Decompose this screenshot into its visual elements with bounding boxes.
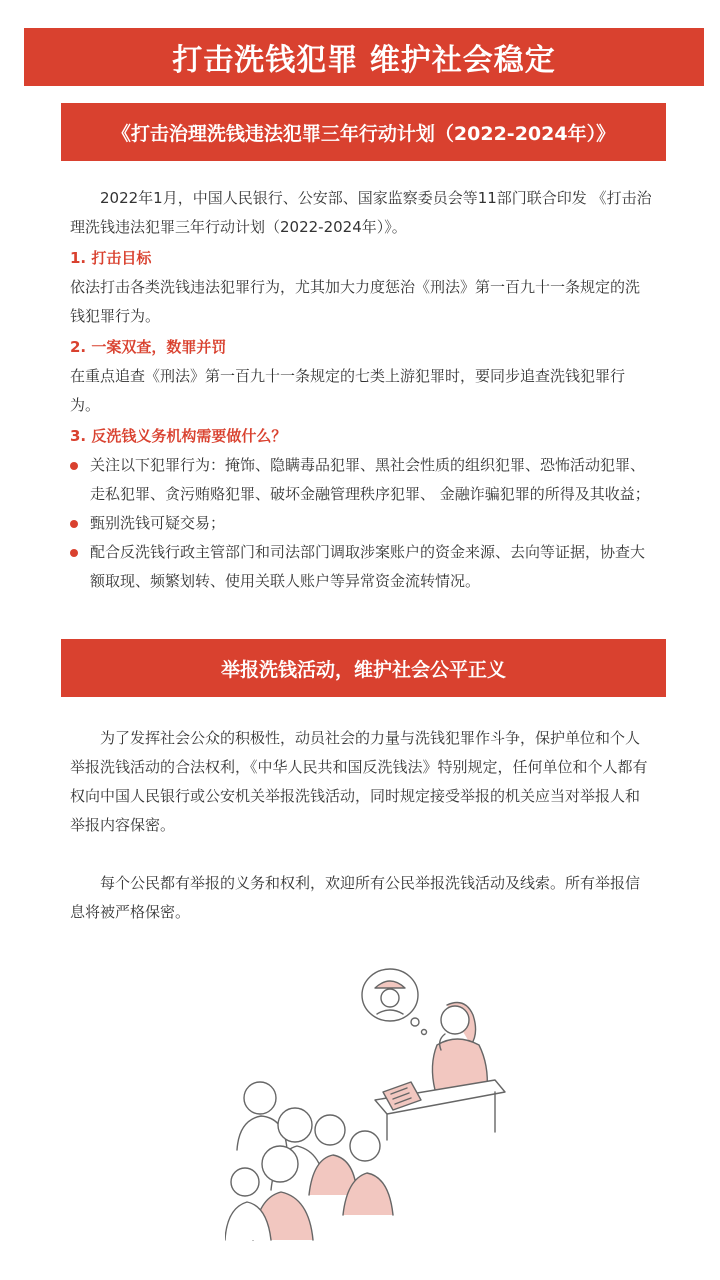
intro-paragraph: 2022年1月，中国人民银行、公安部、国家监察委员会等11部门联合印发 《打击治理洗钱违法犯罪三年行动计划（2022-2024年）》。 [70,189,652,236]
bullet-text: 配合反洗钱行政主管部门和司法部门调取涉案账户的资金来源、去向等证据，协查大额取现、频繁划转、使用关联人账户等异常资金流转情况。 [90,543,646,590]
section-banner-action-plan: 《打击治理洗钱违法犯罪三年行动计划（2022-2024年）》 [61,103,666,161]
bullet-dot-icon [70,462,78,470]
report-paragraph-1: 为了发挥社会公众的积极性，动员社会的力量与洗钱犯罪作斗争，保护单位和个人举报洗钱活动的合法权利，《中华人民共和国反洗钱法》特别规定，任何单位和个人都有权向中国人民银行或公安机关举报洗钱活动，同时规定接受举报的机关应当对举报人和举报内容保密。 [70,729,648,834]
action-plan-content [70,184,652,596]
item-text-2: 在重点追查《刑法》第一百九十一条规定的七类上游犯罪时，要同步追查洗钱犯罪行为。 [70,367,626,414]
bullet-dot-icon [70,520,78,528]
reporting-illustration [225,950,515,1245]
bullet-text: 关注以下犯罪行为：掩饰、隐瞒毒品犯罪、黑社会性质的组织犯罪、恐怖活动犯罪、走私犯罪、贪污贿赂犯罪、破坏金融管理秩序犯罪、 金融诈骗犯罪的所得及其收益； [90,456,650,503]
section-banner-report: 举报洗钱活动，维护社会公平正义 [61,639,666,697]
bullet-text: 甄别洗钱可疑交易； [90,514,226,532]
page-title: 打击洗钱犯罪 维护社会稳定 [24,28,704,86]
item-heading-1: 1. 打击目标 [70,249,152,267]
bullet-dot-icon [70,549,78,557]
item-heading-3: 3. 反洗钱义务机构需要做什么？ [70,427,287,445]
bullet-item [70,538,652,596]
report-content [70,724,652,927]
bullet-item [70,509,652,538]
item-text-1: 依法打击各类洗钱违法犯罪行为，尤其加大力度惩治《刑法》第一百九十一条规定的洗钱犯罪行为。 [70,278,641,325]
item-heading-2: 2. 一案双查，数罪并罚 [70,338,227,356]
bullet-item [70,451,652,509]
report-paragraph-2: 每个公民都有举报的义务和权利，欢迎所有公民举报洗钱活动及线索。所有举报信息将被严格保密。 [70,874,641,921]
